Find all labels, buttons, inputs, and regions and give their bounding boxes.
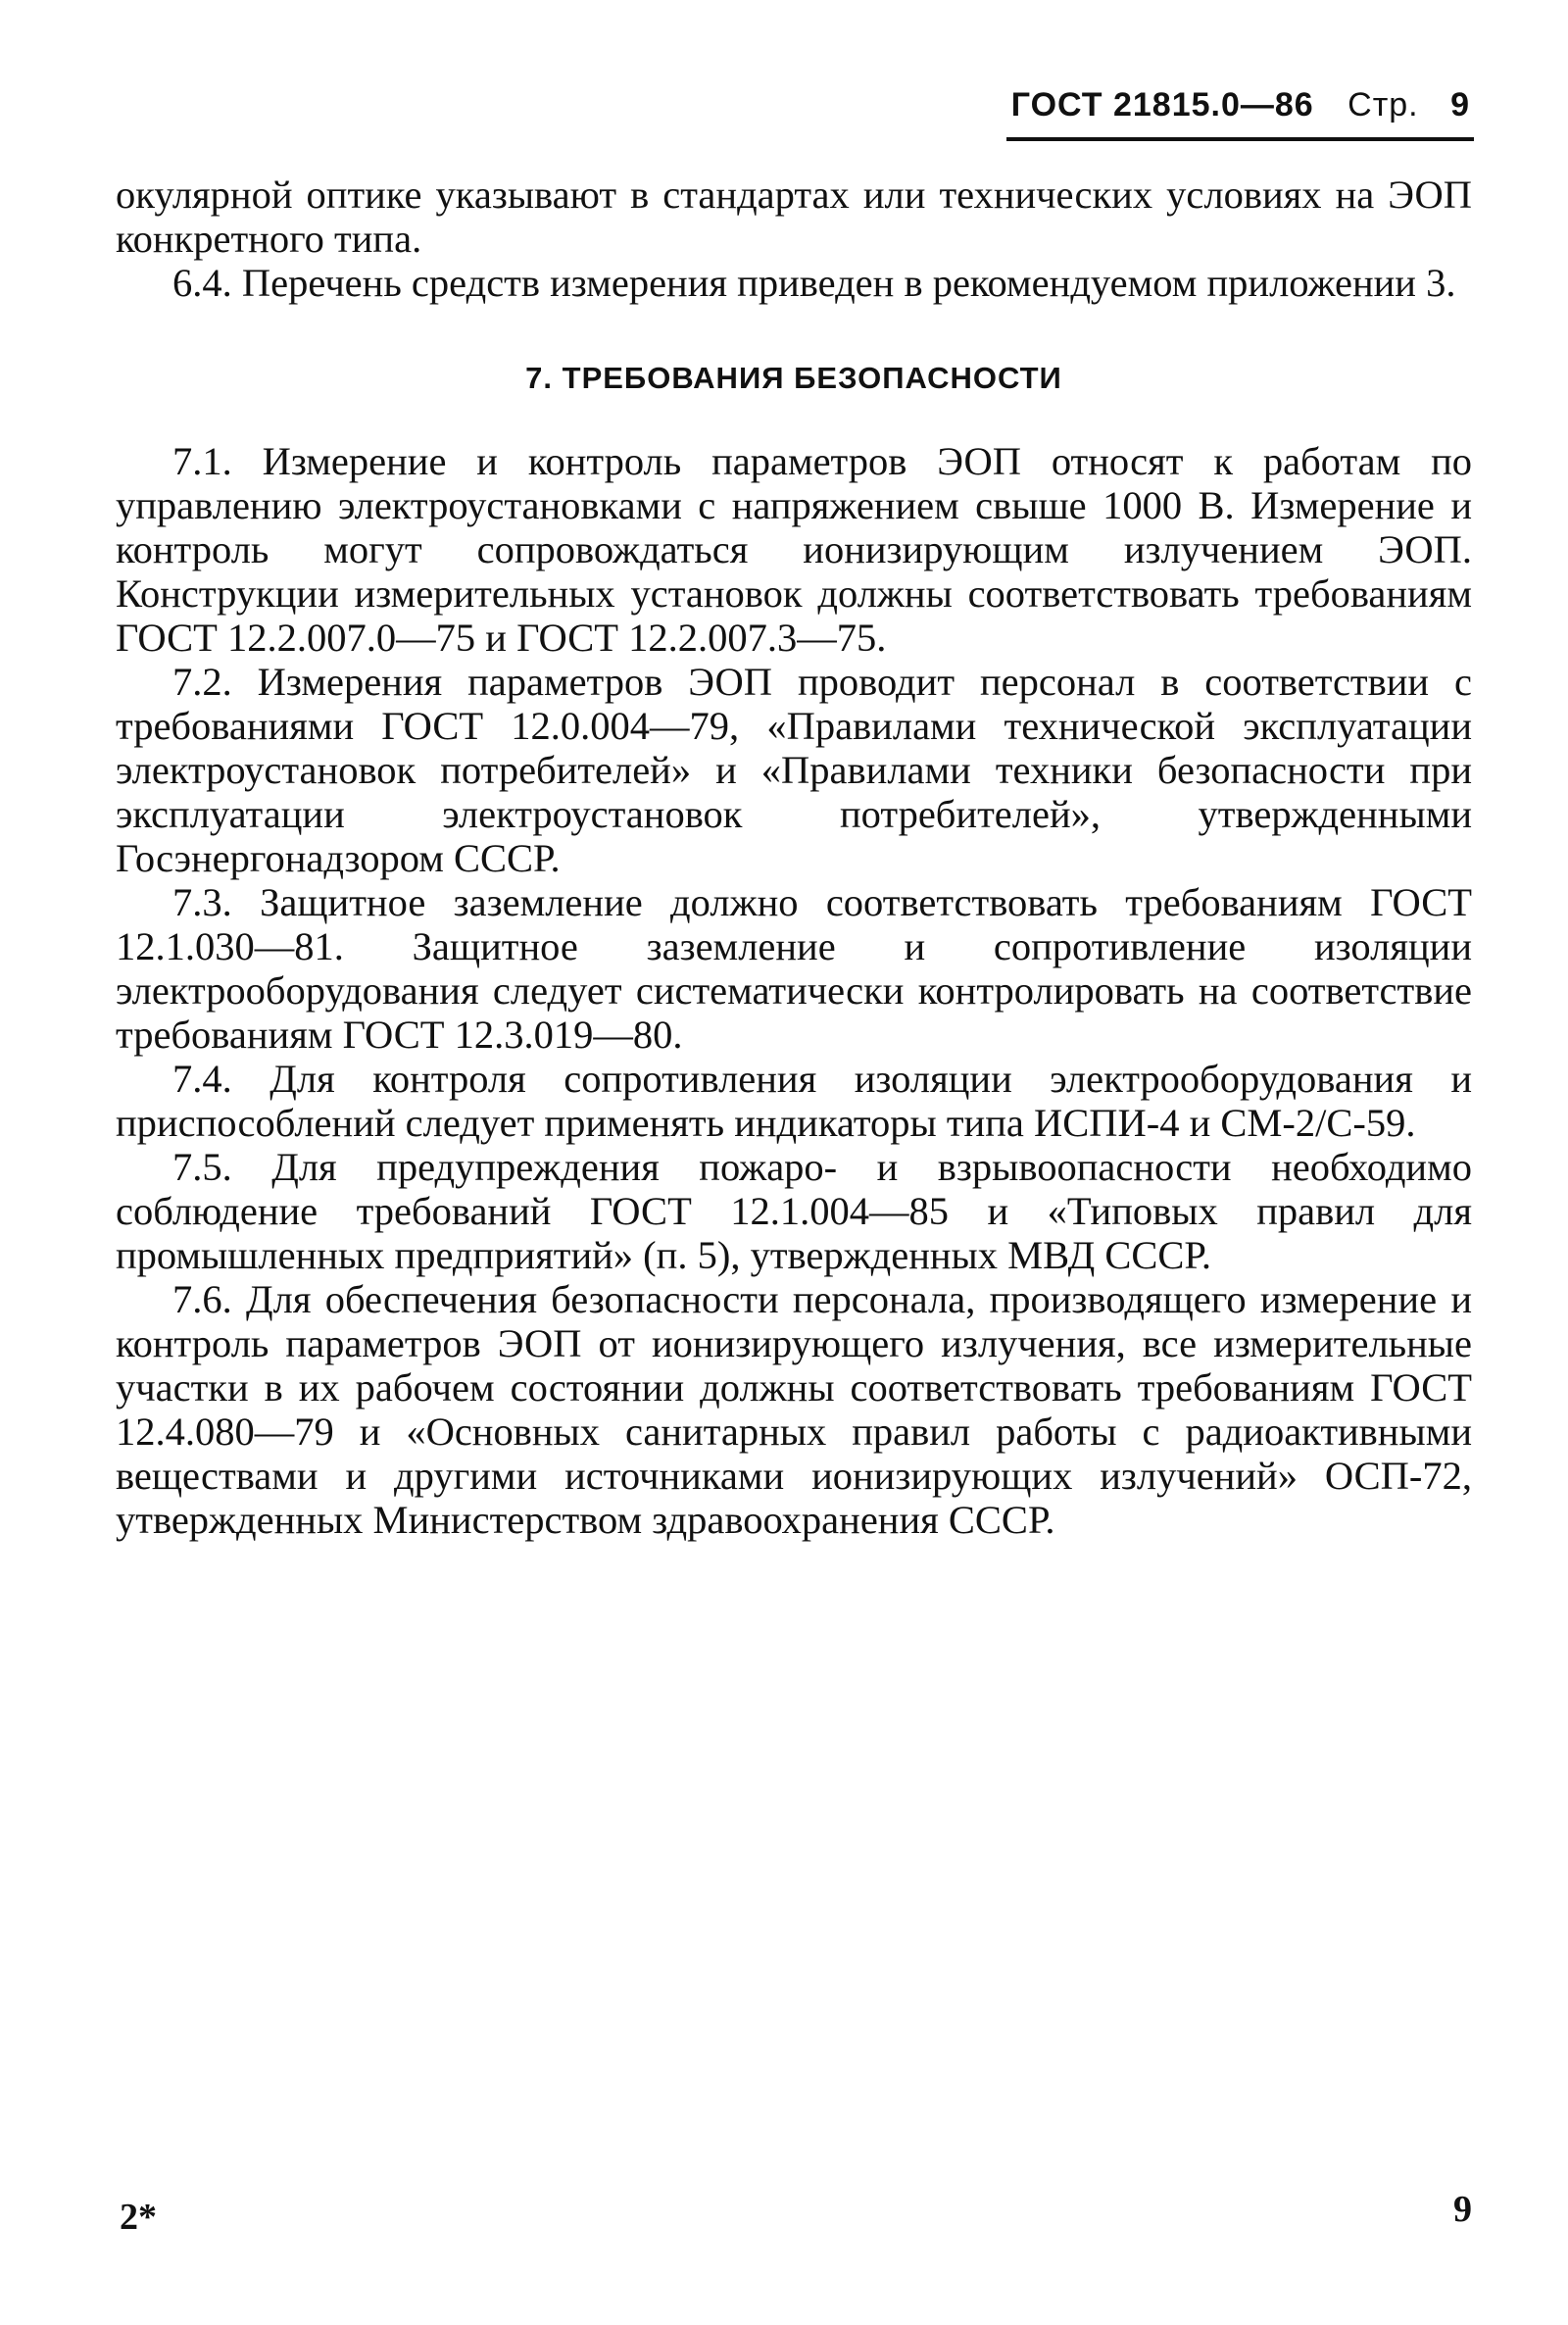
section-title: 7. ТРЕБОВАНИЯ БЕЗОПАСНОСТИ — [525, 361, 1062, 395]
paragraph-7-4: 7.4. Для контроля сопротивления изоляции электрооборудования и приспособлений следует применять индикаторы типа ИСПИ-4 и СМ-2/С-59. — [116, 1057, 1472, 1145]
paragraph-7-2: 7.2. Измерения параметров ЭОП проводит персонал в соответствии с требованиями ГОСТ 12.0.004—79, «Правилами технической эксплуатации электроустановок потребителей» и «Правилами техники безопасности при эксплуатации электроустановок потребителей», утвержденными Госэнергонадзором СССР. — [116, 660, 1472, 880]
paragraph-7-5: 7.5. Для предупреждения пожаро- и взрывоопасности необходимо соблюдение требований ГОСТ 12.1.004—85 и «Типовых правил для промышленных предприятий» (п. 5), утвержденных МВД СССР. — [116, 1145, 1472, 1277]
paragraph-7-1: 7.1. Измерение и контроль параметров ЭОП относят к работам по управлению электроустановками с напряжением свыше 1000 В. Измерение и контроль могут сопровождаться ионизирующим излучением ЭОП. Конструкции измерительных установок должны соответствовать требованиям ГОСТ 12.2.007.0—75 и ГОСТ 12.2.007.3—75. — [116, 439, 1472, 660]
paragraph-6-3-continuation: окулярной оптике указывают в стандартах или технических условиях на ЭОП конкретного типа. — [116, 173, 1472, 261]
paragraph-6-4: 6.4. Перечень средств измерения приведен в рекомендуемом приложении 3. — [172, 261, 1456, 305]
page-label: Стр. — [1348, 86, 1419, 124]
header-page-number: 9 — [1450, 86, 1470, 124]
paragraph-7-6: 7.6. Для обеспечения безопасности персонала, производящего измерение и контроль параметров ЭОП от ионизирующего излучения, все измерительные участки в их рабочем состоянии должны соответствовать требованиям ГОСТ 12.4.080—79 и «Основных санитарных правил работы с радиоактивными веществами и другими источниками ионизирующих излучений» ОСП-72, утвержденных Министерством здравоохранения СССР. — [116, 1277, 1472, 1542]
signature-mark: 2* — [120, 2197, 157, 2238]
footer-page-number: 9 — [1453, 2189, 1472, 2230]
document-body — [116, 173, 1472, 1542]
paragraph-7-3: 7.3. Защитное заземление должно соответствовать требованиям ГОСТ 12.1.030—81. Защитное заземление и сопротивление изоляции электрооборудования следует систематически контролировать на соответствие требованиям ГОСТ 12.3.019—80. — [116, 880, 1472, 1057]
header-rule — [1006, 137, 1474, 141]
standard-number: ГОСТ 21815.0—86 — [1010, 86, 1314, 124]
page-header — [1011, 86, 1470, 124]
